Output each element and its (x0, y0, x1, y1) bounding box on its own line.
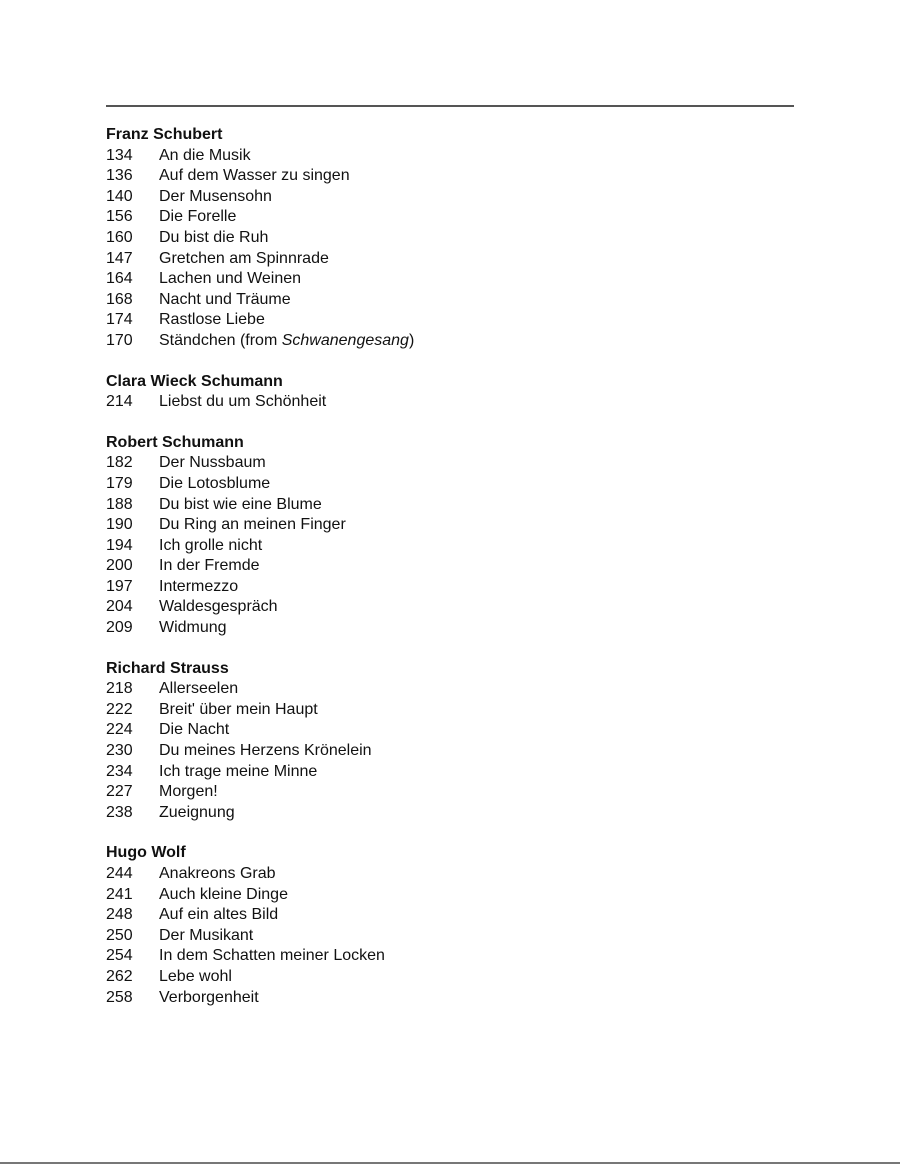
composer-section (106, 125, 794, 352)
page-number: 197 (106, 577, 133, 595)
song-title (159, 762, 794, 783)
song-entry (106, 782, 794, 803)
page-number: 160 (106, 228, 133, 246)
song-entry (106, 536, 794, 557)
song-title-text: Nacht und Träume (159, 290, 291, 308)
song-title-text: Auch kleine Dinge (159, 885, 288, 903)
song-title-text: Morgen! (159, 783, 218, 801)
song-title-text: Die Forelle (159, 208, 237, 226)
page-number: 168 (106, 290, 133, 308)
song-title-text: An die Musik (159, 146, 251, 164)
song-entry (106, 515, 794, 536)
song-title (159, 926, 794, 947)
song-title-suffix: ) (408, 331, 415, 349)
song-title-text: Ständchen (from (159, 331, 282, 349)
song-title-text: Lachen und Weinen (159, 270, 302, 288)
song-title (159, 700, 794, 721)
song-title-text: Breit' über mein Haupt (159, 700, 318, 718)
page-number: 230 (106, 742, 133, 760)
page-number: 250 (106, 926, 133, 944)
page-number: 209 (106, 619, 133, 637)
song-title-text: Du meines Herzens Krönelein (159, 742, 372, 760)
page-number: 218 (106, 680, 133, 698)
song-title-text: Der Musensohn (159, 187, 272, 205)
composer-section (106, 433, 794, 639)
song-entry (106, 166, 794, 187)
page-number: 194 (106, 536, 133, 554)
page-number: 258 (106, 988, 133, 1006)
song-title (159, 967, 794, 988)
song-title-text: Liebst du um Schönheit (159, 393, 327, 411)
song-title (159, 228, 794, 249)
song-title-text: Ich trage meine Minne (159, 762, 318, 780)
song-entry (106, 803, 794, 824)
song-title (159, 577, 794, 598)
song-entry (106, 146, 794, 167)
song-title-text: Der Musikant (159, 926, 254, 944)
song-entry (106, 946, 794, 967)
song-entry (106, 453, 794, 474)
song-index (106, 125, 794, 1028)
song-title-text: Lebe wohl (159, 967, 232, 985)
song-title-text: In dem Schatten meiner Locken (159, 947, 385, 965)
song-title-text: Widmung (159, 619, 227, 637)
song-entry (106, 597, 794, 618)
song-title (159, 597, 794, 618)
page-number: 140 (106, 187, 133, 205)
song-title (159, 453, 794, 474)
song-title (159, 720, 794, 741)
song-title-text: Allerseelen (159, 680, 239, 698)
song-title (159, 618, 794, 639)
page-number: 147 (106, 249, 133, 267)
song-title-text: Du Ring an meinen Finger (159, 516, 346, 534)
composer-section (106, 372, 794, 413)
song-entry (106, 577, 794, 598)
song-title (159, 187, 794, 208)
page-number: 179 (106, 474, 133, 492)
song-title-text: Verborgenheit (159, 988, 259, 1006)
song-entry (106, 967, 794, 988)
page-number: 244 (106, 865, 133, 882)
song-title-italic: Schwanengesang (281, 331, 409, 349)
song-title (159, 249, 794, 270)
song-title (159, 782, 794, 803)
composer-heading: Hugo Wolf (106, 844, 186, 862)
song-title (159, 166, 794, 187)
composer-heading: Clara Wieck Schumann (106, 372, 283, 390)
page-number: 241 (106, 885, 133, 903)
song-title (159, 679, 794, 700)
song-entry (106, 187, 794, 208)
song-title (159, 310, 794, 331)
song-title (159, 474, 794, 495)
song-title (159, 556, 794, 577)
song-title-text: Intermezzo (159, 577, 239, 595)
song-entry (106, 474, 794, 495)
song-title-text: Du bist die Ruh (159, 228, 269, 246)
composer-heading: Robert Schumann (106, 433, 244, 451)
song-entry (106, 700, 794, 721)
composer-section (106, 843, 794, 1008)
page-number: 182 (106, 454, 133, 472)
song-entry (106, 207, 794, 228)
song-entry (106, 228, 794, 249)
page-number: 174 (106, 311, 133, 329)
song-title (159, 290, 794, 311)
song-title (159, 269, 794, 290)
page-number: 164 (106, 270, 133, 288)
song-title-text: In der Fremde (159, 557, 260, 575)
song-entry (106, 720, 794, 741)
song-entry (106, 269, 794, 290)
song-title (159, 207, 794, 228)
song-entry (106, 679, 794, 700)
song-entry (106, 762, 794, 783)
page-number: 227 (106, 783, 133, 801)
song-title-text: Die Nacht (159, 721, 230, 739)
composer-heading: Franz Schubert (106, 126, 223, 143)
song-entry (106, 741, 794, 762)
song-title-text: Auf dem Wasser zu singen (159, 167, 350, 185)
song-title (159, 885, 794, 906)
page-number: 238 (106, 803, 133, 821)
song-entry (106, 556, 794, 577)
page-number: 170 (106, 331, 133, 349)
page-number: 224 (106, 721, 133, 739)
page-number: 136 (106, 167, 133, 185)
page-number: 262 (106, 967, 133, 985)
song-title-text: Auf ein altes Bild (159, 906, 279, 924)
song-title-text: Waldesgespräch (159, 598, 278, 616)
song-title (159, 392, 794, 413)
song-entry (106, 290, 794, 311)
header-rule (106, 105, 794, 107)
song-entry (106, 495, 794, 516)
song-title (159, 988, 794, 1009)
song-title (159, 146, 794, 167)
song-title-text: Anakreons Grab (159, 865, 276, 882)
song-entry (106, 926, 794, 947)
composer-heading: Richard Strauss (106, 659, 229, 677)
song-title (159, 905, 794, 926)
page-number: 254 (106, 947, 133, 965)
song-title-text: Zueignung (159, 803, 235, 821)
song-title-text: Du bist wie eine Blume (159, 495, 322, 513)
song-title (159, 331, 794, 352)
song-entry (106, 618, 794, 639)
page-number: 156 (106, 208, 133, 226)
song-entry (106, 885, 794, 906)
song-entry (106, 864, 794, 885)
song-entry (106, 905, 794, 926)
song-title (159, 515, 794, 536)
song-title-text: Die Lotosblume (159, 474, 271, 492)
song-title (159, 864, 794, 885)
song-title-text: Gretchen am Spinnrade (159, 249, 329, 267)
song-entry (106, 249, 794, 270)
song-title-text: Der Nussbaum (159, 454, 266, 472)
page-number: 222 (106, 700, 133, 718)
song-title (159, 946, 794, 967)
song-title (159, 803, 794, 824)
page-number: 134 (106, 146, 133, 164)
song-title (159, 495, 794, 516)
song-entry (106, 331, 794, 352)
song-title (159, 536, 794, 557)
page-number: 200 (106, 557, 133, 575)
page-number: 204 (106, 598, 133, 616)
page-number: 188 (106, 495, 133, 513)
song-entry (106, 988, 794, 1009)
page-number: 214 (106, 393, 133, 411)
song-title-text: Ich grolle nicht (159, 536, 263, 554)
song-title (159, 741, 794, 762)
composer-section (106, 659, 794, 824)
song-entry (106, 310, 794, 331)
song-title-text: Rastlose Liebe (159, 311, 265, 329)
page-number: 248 (106, 906, 133, 924)
page-number: 190 (106, 516, 133, 534)
page-number: 234 (106, 762, 133, 780)
song-entry (106, 392, 794, 413)
